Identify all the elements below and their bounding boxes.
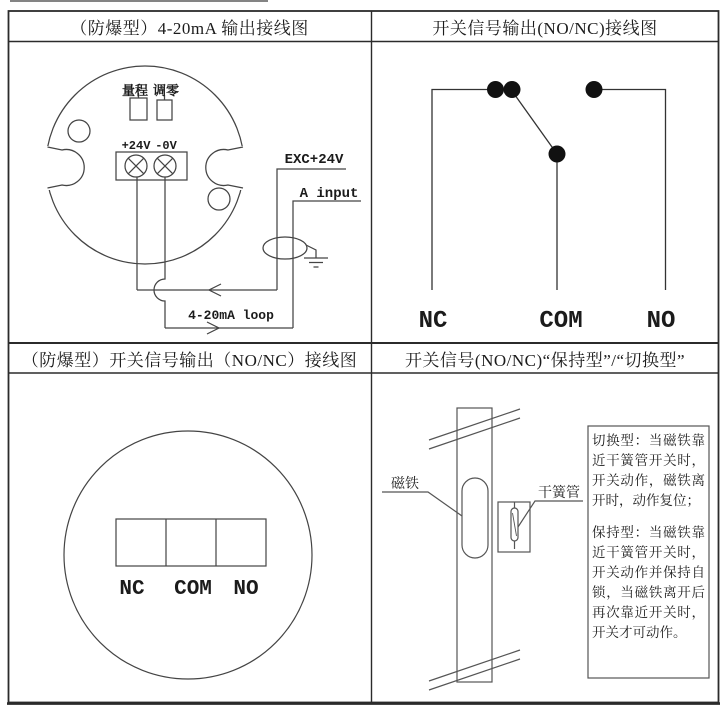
notch-mask-left bbox=[43, 146, 67, 190]
label-exc-24v: EXC+24V bbox=[284, 152, 344, 168]
header-4-20ma-output: （防爆型）4-20mA 输出接线图 bbox=[70, 19, 309, 38]
contact-dot-nc-1 bbox=[487, 81, 504, 98]
label-zero: 调零 bbox=[152, 83, 180, 98]
panel-switch-output bbox=[432, 81, 666, 290]
terminal-strip bbox=[116, 519, 266, 566]
label-range: 量程 bbox=[121, 83, 149, 98]
header-exproof-switch-output: （防爆型）开关信号输出（NO/NC）接线图 bbox=[21, 350, 358, 370]
note-latch-type: 保持型：当磁铁靠近干簧管开关时，开关动作并保持自锁，当磁铁离开后再次靠近开关时，开关才可动作。 bbox=[592, 525, 705, 640]
break-lines-top bbox=[429, 409, 520, 449]
label-nc-top: NC bbox=[418, 308, 448, 335]
housing-hole-right bbox=[208, 188, 230, 210]
label-minus0v: -0V bbox=[155, 139, 177, 153]
label-nc-bottom: NC bbox=[119, 578, 145, 601]
contact-dot-nc-2 bbox=[504, 81, 521, 98]
contact-dot-com bbox=[549, 146, 566, 163]
housing-circle bbox=[64, 431, 312, 679]
contact-dot-no bbox=[586, 81, 603, 98]
panel-switch-exproof bbox=[64, 431, 312, 679]
wire-a-input bbox=[293, 201, 361, 328]
wire-0v-with-hop bbox=[154, 177, 165, 328]
notch-mask-right bbox=[223, 146, 248, 190]
label-com-bottom: COM bbox=[174, 578, 212, 601]
label-reed: 干簧管 bbox=[538, 486, 580, 501]
header-latch-toggle: 开关信号(NO/NC)“保持型”/“切换型” bbox=[404, 350, 686, 370]
switch-lever bbox=[511, 90, 557, 155]
note-box bbox=[592, 431, 705, 643]
label-4-20ma-loop: 4-20mA loop bbox=[188, 308, 274, 323]
reed-switch-icon bbox=[511, 502, 518, 549]
ferrite-ring bbox=[263, 237, 307, 259]
label-plus24v: +24V bbox=[121, 139, 151, 153]
label-a-input: A input bbox=[299, 186, 359, 202]
wire-no bbox=[594, 90, 666, 291]
reed-leader-line bbox=[518, 501, 583, 527]
terminal-screw-plus bbox=[125, 155, 147, 177]
header-switch-output: 开关信号输出(NO/NC)接线图 bbox=[432, 19, 658, 38]
label-com-top: COM bbox=[539, 308, 583, 335]
magnet-leader-line bbox=[382, 492, 462, 516]
break-lines-bottom bbox=[429, 650, 520, 690]
magnet-float bbox=[462, 478, 488, 558]
housing-hole-left bbox=[68, 120, 90, 142]
range-potentiometer bbox=[130, 98, 147, 120]
note-toggle-type: 切换型：当磁铁靠近干簧管开关时，开关动作，磁铁离开时，动作复位； bbox=[592, 433, 705, 508]
label-no-top: NO bbox=[646, 308, 676, 335]
zero-potentiometer bbox=[157, 100, 172, 120]
label-magnet: 磁铁 bbox=[391, 477, 419, 492]
wire-nc bbox=[432, 90, 495, 291]
contact-dots bbox=[487, 81, 603, 163]
label-no-bottom: NO bbox=[233, 578, 259, 601]
terminal-screw-minus bbox=[154, 155, 176, 177]
